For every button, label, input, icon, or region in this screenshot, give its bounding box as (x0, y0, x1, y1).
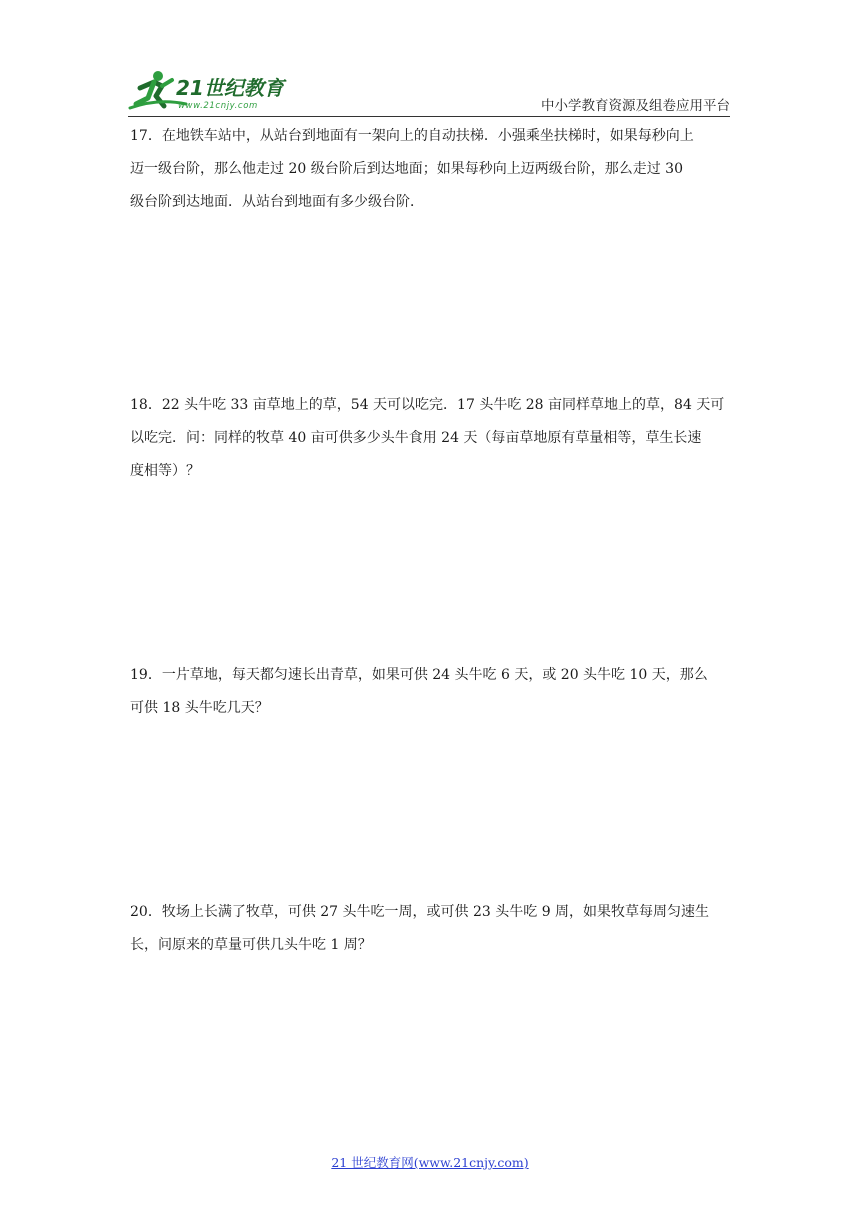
question-19 (130, 659, 730, 725)
question-17 (130, 120, 730, 219)
page-footer (0, 1153, 860, 1171)
question-text-line: 17．在地铁车站中，从站台到地面有一架向上的自动扶梯．小强乘坐扶梯时，如果每秒向上 (130, 128, 694, 144)
question-text-line: 19．一片草地，每天都匀速长出青草，如果可供 24 头牛吃 6 天，或 20 头牛吃 10 天，那么 (130, 667, 708, 683)
question-text-line: 可供 18 头牛吃几天？ (130, 700, 269, 716)
question-text-line: 18．22 头牛吃 33 亩草地上的草，54 天可以吃完．17 头牛吃 28 亩同样草地上的草，84 天可 (130, 397, 725, 413)
page-header (128, 64, 730, 118)
question-18 (130, 389, 730, 488)
question-text-line: 级台阶到达地面．从站台到地面有多少级台阶． (130, 194, 424, 210)
logo-wordmark: 21世纪教育 (176, 76, 284, 100)
runner-logo-icon (128, 68, 304, 112)
question-20 (130, 896, 730, 962)
header-divider (128, 116, 730, 117)
footer-site-link[interactable]: 21 世纪教育网(www.21cnjy.com) (331, 1155, 529, 1170)
question-text-line: 度相等）？ (130, 463, 200, 479)
question-text-line: 迈一级台阶，那么他走过 20 级台阶后到达地面；如果每秒向上迈两级台阶，那么走过 30 (130, 161, 683, 177)
question-text-line: 以吃完．问：同样的牧草 40 亩可供多少头牛食用 24 天（每亩草地原有草量相等，草生长速 (130, 430, 702, 446)
logo-url: www.21cnjy.com (178, 101, 258, 111)
question-text-line: 长，问原来的草量可供几头牛吃 1 周？ (130, 937, 372, 953)
site-logo[interactable] (128, 68, 304, 112)
question-text-line: 20．牧场上长满了牧草，可供 27 头牛吃一周，或可供 23 头牛吃 9 周，如果牧草每周匀速生 (130, 904, 710, 920)
site-slogan: 中小学教育资源及组卷应用平台 (541, 98, 730, 114)
